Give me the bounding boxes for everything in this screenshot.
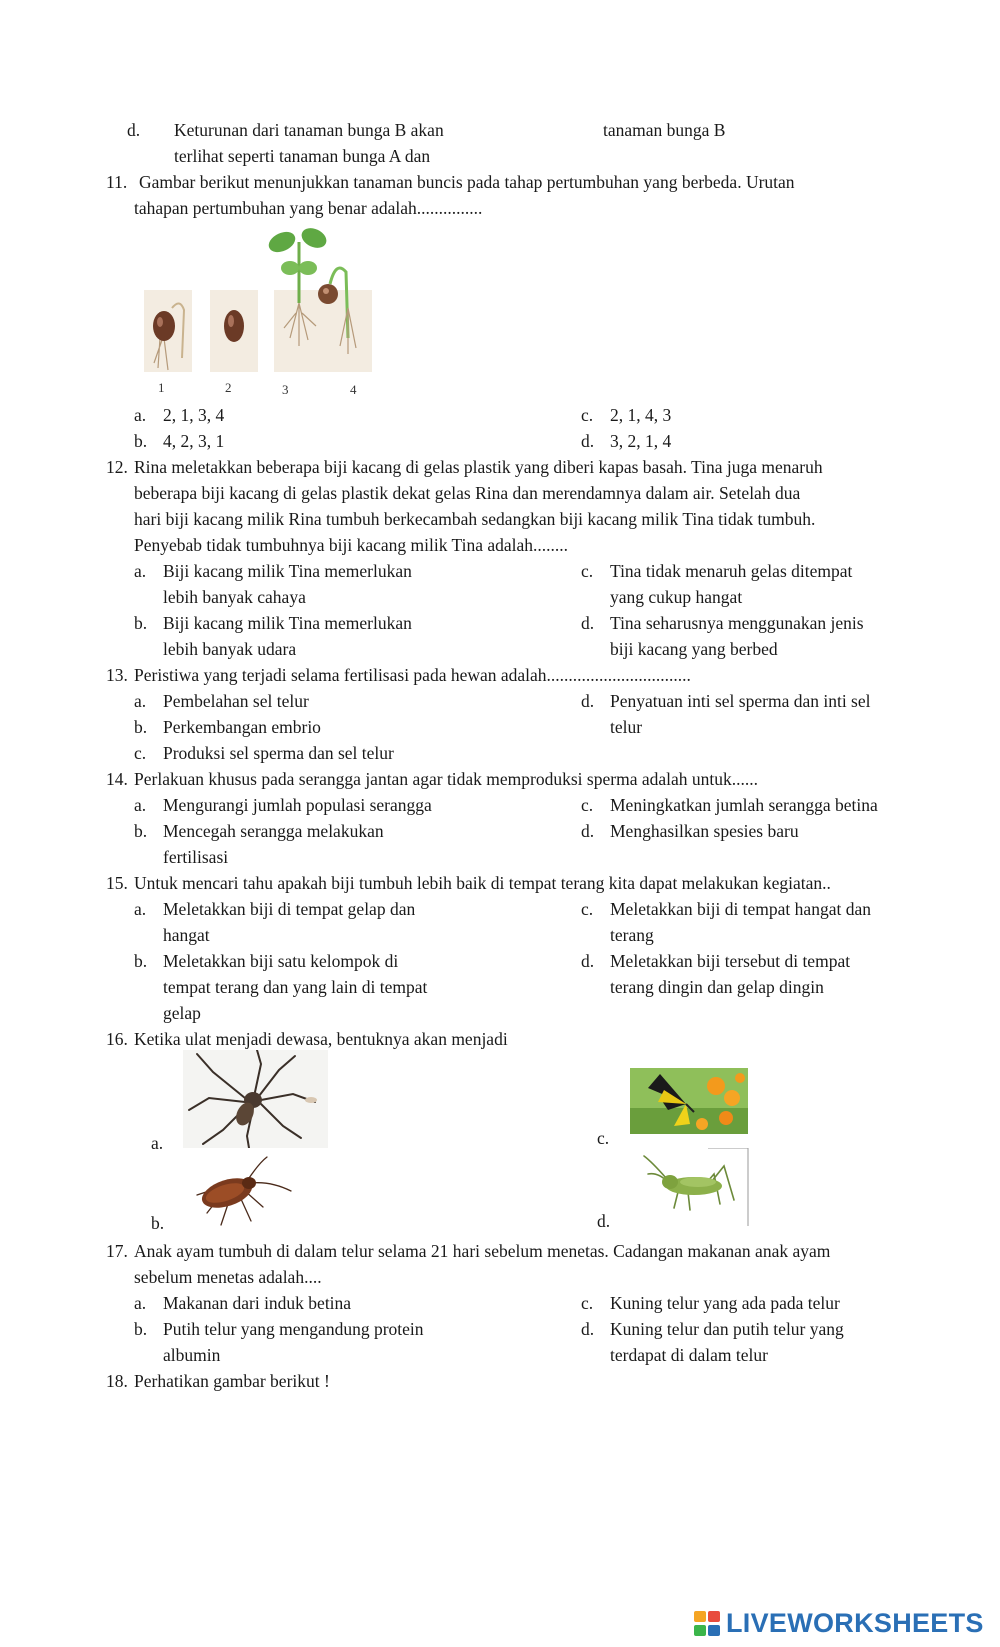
q11-option-c-text[interactable]: 2, 1, 4, 3 xyxy=(610,405,672,425)
q13-option-d-line2[interactable]: telur xyxy=(610,717,643,737)
q11-option-b-text[interactable]: 4, 2, 3, 1 xyxy=(163,431,225,451)
q17-option-c-letter[interactable]: c. xyxy=(581,1293,594,1313)
q14-option-d-letter[interactable]: d. xyxy=(581,821,595,841)
q15-option-b-line3[interactable]: gelap xyxy=(163,1003,201,1023)
q12-option-b-letter[interactable]: b. xyxy=(134,613,148,633)
q11-question-line2: tahapan pertumbuhan yang benar adalah............... xyxy=(134,198,483,218)
q15-number: 15. xyxy=(106,873,128,893)
q17-option-c-text[interactable]: Kuning telur yang ada pada telur xyxy=(610,1293,840,1313)
q12-option-d-line2[interactable]: biji kacang yang berbed xyxy=(610,639,778,659)
q11-option-a-letter[interactable]: a. xyxy=(134,405,147,425)
q13-question-line1: Peristiwa yang terjadi selama fertilisasi pada hewan adalah................................. xyxy=(134,665,691,685)
q15-option-a-line2[interactable]: hangat xyxy=(163,925,210,945)
q12-option-c-line2[interactable]: yang cukup hangat xyxy=(610,587,743,607)
bean-growth-figure xyxy=(140,228,385,398)
q13-option-a-letter[interactable]: a. xyxy=(134,691,147,711)
q16-option-c-letter[interactable]: c. xyxy=(597,1128,610,1148)
growth-stage-3 xyxy=(266,228,330,372)
q15-option-b-line2[interactable]: tempat terang dan yang lain di tempat xyxy=(163,977,428,997)
q13-option-b-text[interactable]: Perkembangan embrio xyxy=(163,717,321,737)
q15-option-c-line2[interactable]: terang xyxy=(610,925,654,945)
q16-option-d-letter[interactable]: d. xyxy=(597,1211,611,1231)
q10-option-d-text-right: tanaman bunga B xyxy=(603,120,726,140)
q14-question-line1: Perlakuan khusus pada serangga jantan agar tidak memproduksi sperma adalah untuk...... xyxy=(134,769,758,789)
growth-stage-2 xyxy=(210,290,258,372)
q15-option-c-letter[interactable]: c. xyxy=(581,899,594,919)
growth-stage-4 xyxy=(318,268,372,372)
q18-number: 18. xyxy=(106,1371,128,1391)
q12-option-c-letter[interactable]: c. xyxy=(581,561,594,581)
q17-option-a-letter[interactable]: a. xyxy=(134,1293,147,1313)
q12-option-c-line1[interactable]: Tina tidak menaruh gelas ditempat xyxy=(610,561,853,581)
q10-option-d-text-line2: terlihat seperti tanaman bunga A dan xyxy=(174,146,431,166)
q11-option-c-letter[interactable]: c. xyxy=(581,405,594,425)
q14-option-b-line2[interactable]: fertilisasi xyxy=(163,847,229,867)
q12-option-a-letter[interactable]: a. xyxy=(134,561,147,581)
q15-option-c-line1[interactable]: Meletakkan biji di tempat hangat dan xyxy=(610,899,871,919)
q13-option-d-letter[interactable]: d. xyxy=(581,691,595,711)
q15-question-line1: Untuk mencari tahu apakah biji tumbuh lebih baik di tempat terang kita dapat melakukan kegiatan.. xyxy=(134,873,831,893)
q13-option-a-text[interactable]: Pembelahan sel telur xyxy=(163,691,309,711)
butterfly-image[interactable] xyxy=(630,1068,748,1134)
q11-option-d-letter[interactable]: d. xyxy=(581,431,595,451)
q11-option-a-text[interactable]: 2, 1, 3, 4 xyxy=(163,405,225,425)
q12-option-a-line2[interactable]: lebih banyak cahaya xyxy=(163,587,306,607)
q13-option-b-letter[interactable]: b. xyxy=(134,717,148,737)
q17-question-line1: Anak ayam tumbuh di dalam telur selama 21 hari sebelum menetas. Cadangan makanan anak ayam xyxy=(134,1241,831,1261)
q12-question-line2: beberapa biji kacang di gelas plastik dekat gelas Rina dan merendamnya dalam air. Setelah dua xyxy=(134,483,801,503)
q10-option-d-text-line1: Keturunan dari tanaman bunga B akan xyxy=(174,120,444,140)
q12-option-d-line1[interactable]: Tina seharusnya menggunakan jenis xyxy=(610,613,864,633)
q11-option-b-letter[interactable]: b. xyxy=(134,431,148,451)
q12-question-line3: hari biji kacang milik Rina tumbuh berkecambah sedangkan biji kacang milik Tina tidak tumbuh. xyxy=(134,509,816,529)
q17-question-line2: sebelum menetas adalah.... xyxy=(134,1267,322,1287)
q12-option-b-line2[interactable]: lebih banyak udara xyxy=(163,639,297,659)
q14-option-b-line1[interactable]: Mencegah serangga melakukan xyxy=(163,821,384,841)
q17-option-b-line1[interactable]: Putih telur yang mengandung protein xyxy=(163,1319,424,1339)
figure-label-4: 4 xyxy=(350,382,357,397)
q17-option-d-letter[interactable]: d. xyxy=(581,1319,595,1339)
spider-image[interactable] xyxy=(183,1050,328,1148)
q11-option-d-text[interactable]: 3, 2, 1, 4 xyxy=(610,431,672,451)
q16-number: 16. xyxy=(106,1029,128,1049)
q15-option-d-line1[interactable]: Meletakkan biji tersebut di tempat xyxy=(610,951,851,971)
cockroach-image[interactable] xyxy=(185,1155,295,1230)
growth-stage-1 xyxy=(144,290,192,372)
q15-option-d-line2[interactable]: terang dingin dan gelap dingin xyxy=(610,977,824,997)
q12-number: 12. xyxy=(106,457,128,477)
q15-option-a-line1[interactable]: Meletakkan biji di tempat gelap dan xyxy=(163,899,416,919)
q17-option-d-line2[interactable]: terdapat di dalam telur xyxy=(610,1345,768,1365)
q18-question-line1: Perhatikan gambar berikut ! xyxy=(134,1371,330,1391)
q13-option-c-letter[interactable]: c. xyxy=(134,743,147,763)
q17-option-b-letter[interactable]: b. xyxy=(134,1319,148,1339)
q11-number: 11. xyxy=(106,172,128,192)
figure-label-3: 3 xyxy=(282,382,289,397)
q14-option-d-text[interactable]: Menghasilkan spesies baru xyxy=(610,821,799,841)
q17-option-d-line1[interactable]: Kuning telur dan putih telur yang xyxy=(610,1319,844,1339)
q17-number: 17. xyxy=(106,1241,128,1261)
figure-label-1: 1 xyxy=(158,380,165,395)
q16-question-line1: Ketika ulat menjadi dewasa, bentuknya akan menjadi xyxy=(134,1029,508,1049)
q14-option-a-text[interactable]: Mengurangi jumlah populasi serangga xyxy=(163,795,432,815)
grasshopper-image[interactable] xyxy=(638,1148,750,1226)
q16-option-b-letter[interactable]: b. xyxy=(151,1213,165,1233)
q15-option-b-letter[interactable]: b. xyxy=(134,951,148,971)
q14-option-a-letter[interactable]: a. xyxy=(134,795,147,815)
q15-option-d-letter[interactable]: d. xyxy=(581,951,595,971)
q14-option-b-letter[interactable]: b. xyxy=(134,821,148,841)
q15-option-b-line1[interactable]: Meletakkan biji satu kelompok di xyxy=(163,951,399,971)
q13-number: 13. xyxy=(106,665,128,685)
q14-number: 14. xyxy=(106,769,128,789)
q11-question-line1: Gambar berikut menunjukkan tanaman buncis pada tahap pertumbuhan yang berbeda. Urutan xyxy=(139,172,795,192)
q14-option-c-letter[interactable]: c. xyxy=(581,795,594,815)
liveworksheets-logo[interactable] xyxy=(694,1606,990,1640)
q10-option-d-letter: d. xyxy=(127,120,141,140)
q13-option-d-line1[interactable]: Penyatuan inti sel sperma dan inti sel xyxy=(610,691,871,711)
q12-question-line1: Rina meletakkan beberapa biji kacang di gelas plastik yang diberi kapas basah. Tina juga menaruh xyxy=(134,457,823,477)
liveworksheets-logo-text: LIVEWORKSHEETS xyxy=(726,1608,984,1638)
q14-option-c-text[interactable]: Meningkatkan jumlah serangga betina xyxy=(610,795,878,815)
q12-option-d-letter[interactable]: d. xyxy=(581,613,595,633)
q12-question-line4: Penyebab tidak tumbuhnya biji kacang milik Tina adalah........ xyxy=(134,535,569,555)
q17-option-b-line2[interactable]: albumin xyxy=(163,1345,221,1365)
liveworksheets-logo-icon xyxy=(694,1611,722,1637)
q16-option-a-letter[interactable]: a. xyxy=(151,1133,164,1153)
q12-option-b-line1[interactable]: Biji kacang milik Tina memerlukan xyxy=(163,613,412,633)
figure-label-2: 2 xyxy=(225,380,232,395)
q13-option-c-text[interactable]: Produksi sel sperma dan sel telur xyxy=(163,743,394,763)
q15-option-a-letter[interactable]: a. xyxy=(134,899,147,919)
q12-option-a-line1[interactable]: Biji kacang milik Tina memerlukan xyxy=(163,561,412,581)
q17-option-a-text[interactable]: Makanan dari induk betina xyxy=(163,1293,352,1313)
